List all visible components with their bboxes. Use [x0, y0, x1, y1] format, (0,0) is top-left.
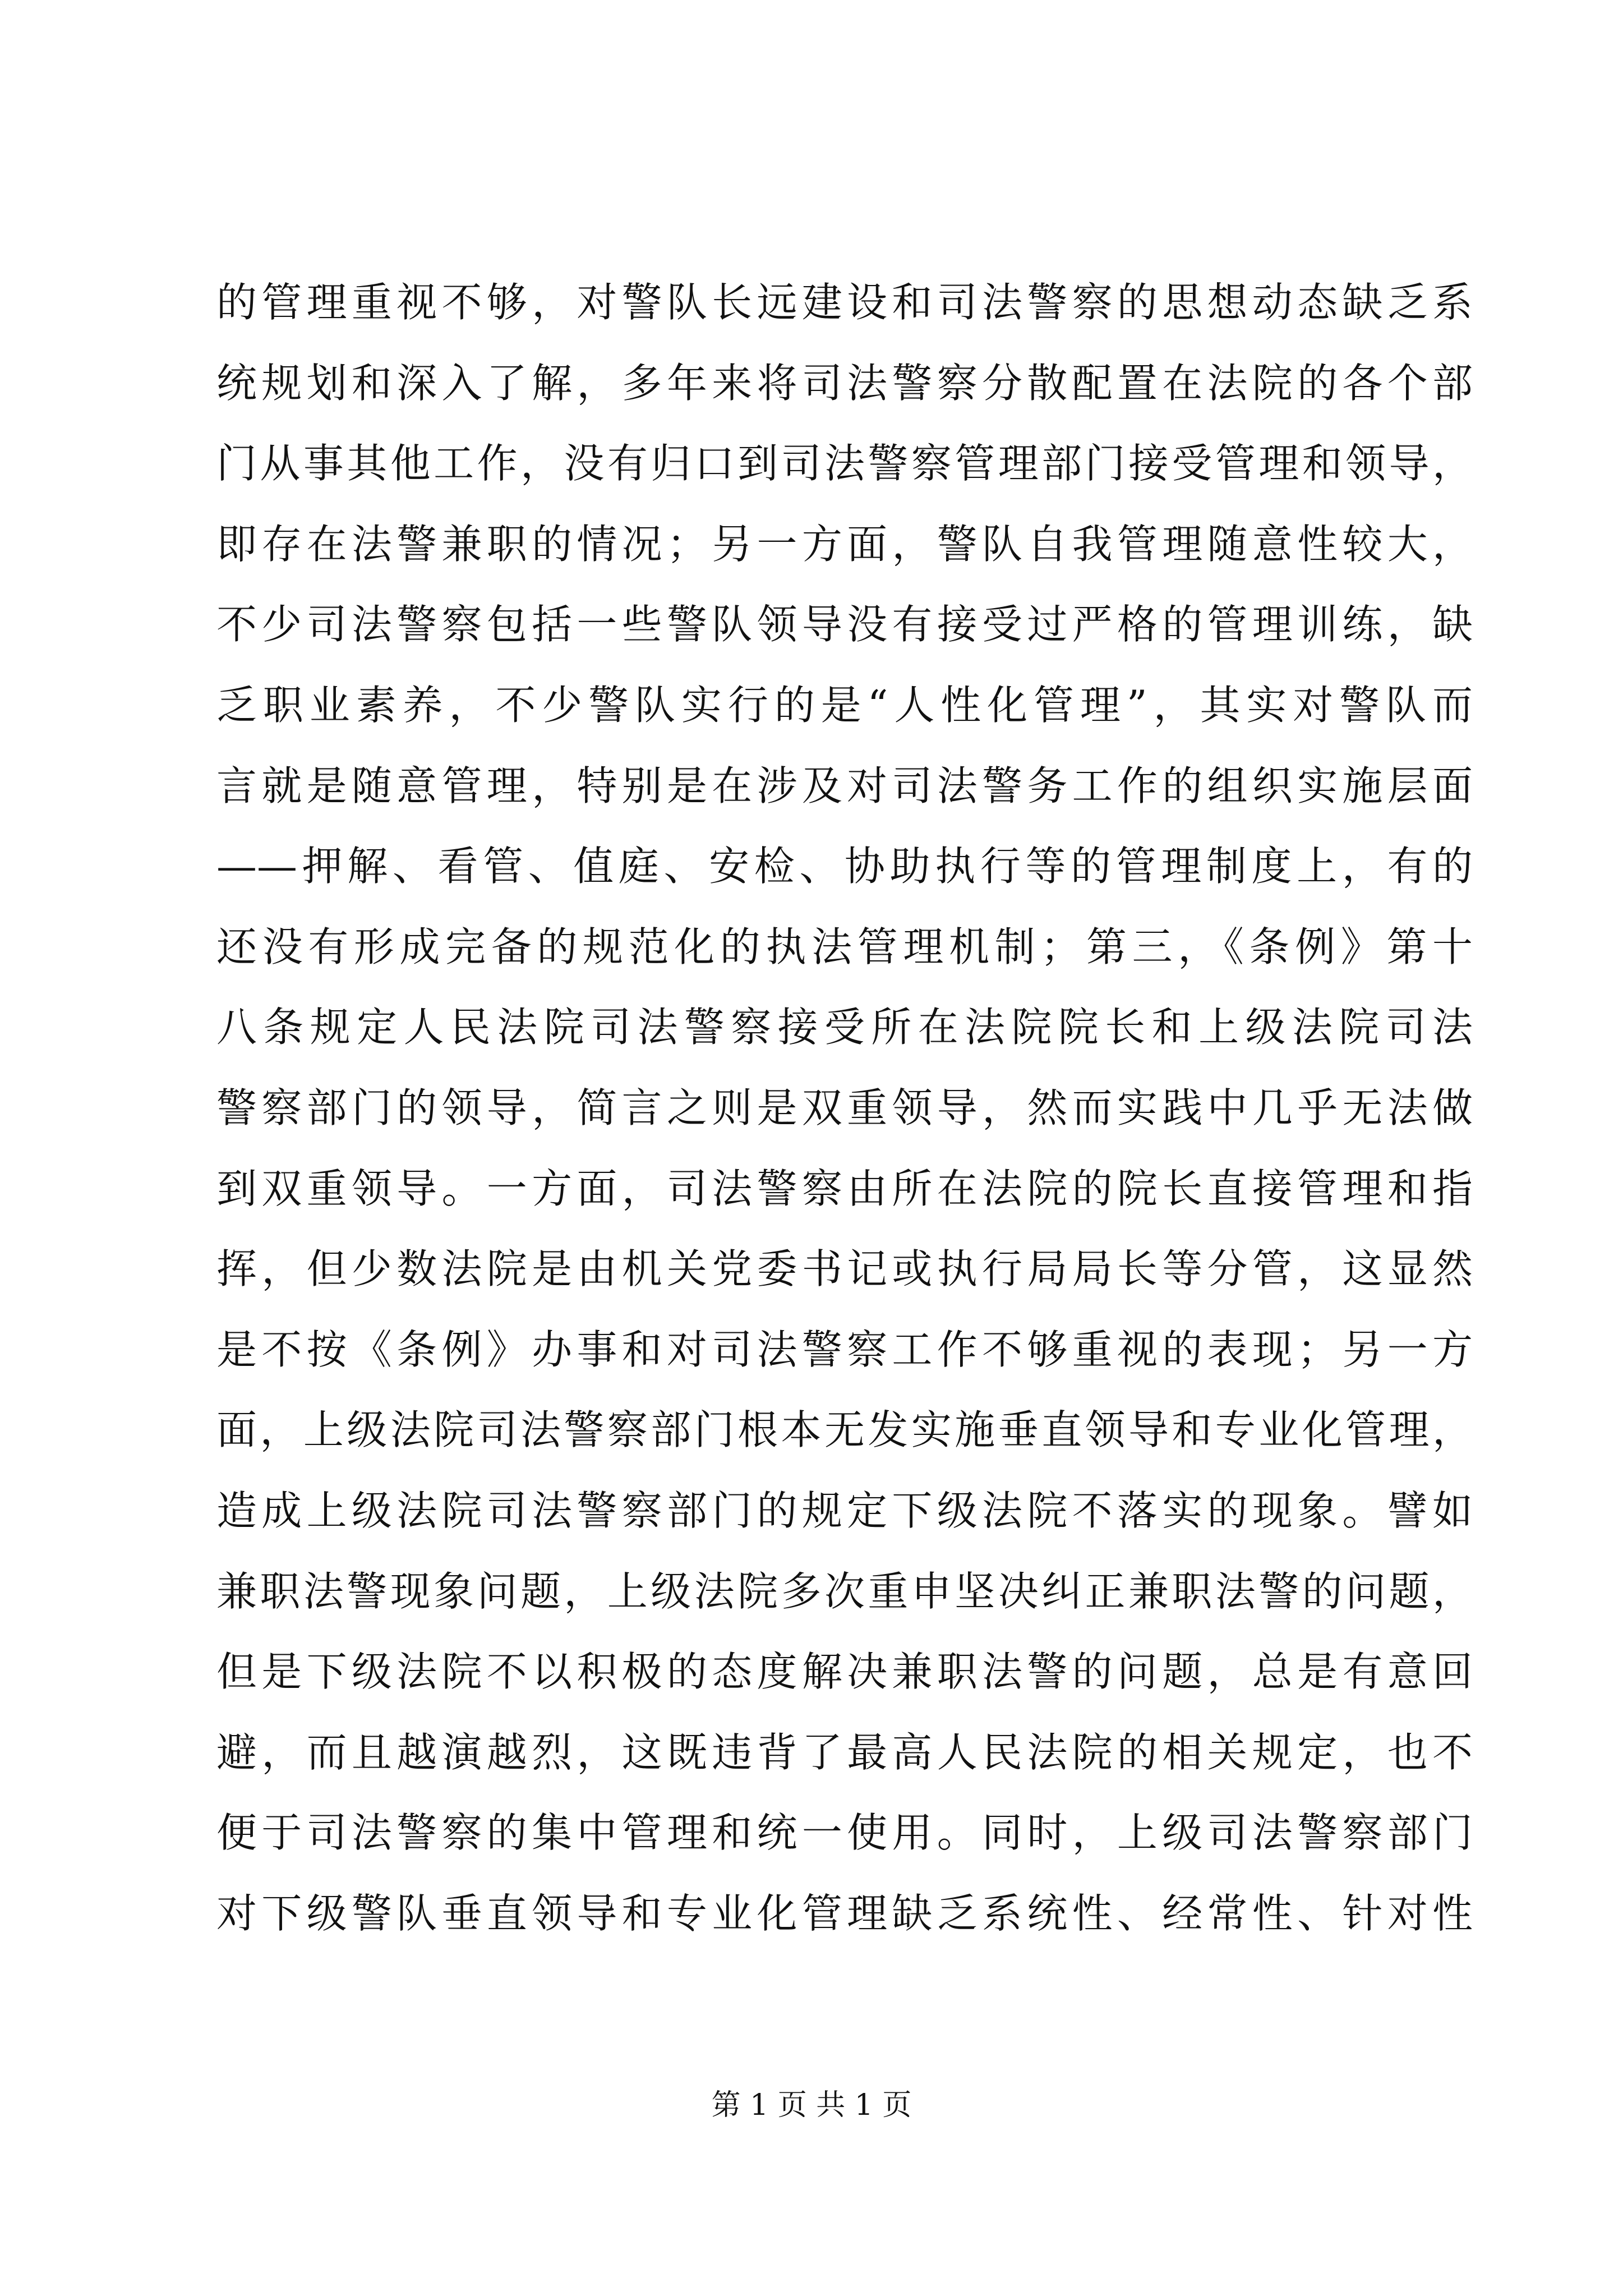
text-line: 造成上级法院司法警察部门的规定下级法院不落实的现象。譬如: [216, 1487, 1473, 1534]
text-line: 不少司法警察包括一些警队领导没有接受过严格的管理训练，缺: [216, 601, 1473, 648]
text-line: 便于司法警察的集中管理和统一使用。同时，上级司法警察部门: [216, 1809, 1473, 1857]
text-line: 警察部门的领导，简言之则是双重领导，然而实践中几乎无法做: [216, 1084, 1473, 1131]
text-line: 门从事其他工作，没有归口到司法警察管理部门接受管理和领导，: [216, 440, 1473, 487]
text-line: ——押解、看管、值庭、安检、协助执行等的管理制度上，有的: [216, 843, 1473, 890]
text-line: 面，上级法院司法警察部门根本无发实施垂直领导和专业化管理，: [216, 1406, 1473, 1454]
text-line: 但是下级法院不以积极的态度解决兼职法警的问题，总是有意回: [216, 1648, 1473, 1696]
text-line: 避，而且越演越烈，这既违背了最高人民法院的相关规定，也不: [216, 1728, 1473, 1776]
text-line: 言就是随意管理，特别是在涉及对司法警务工作的组织实施层面: [216, 762, 1473, 809]
text-line: 对下级警队垂直领导和专业化管理缺乏系统性、经常性、针对性: [216, 1889, 1473, 1937]
text-line: 的管理重视不够，对警队长远建设和司法警察的思想动态缺乏系: [216, 279, 1473, 326]
text-line: 八条规定人民法院司法警察接受所在法院院长和上级法院司法: [216, 1004, 1473, 1051]
page-footer: 第 1 页 共 1 页: [711, 2088, 912, 2122]
text-line: 乏职业素养，不少警队实行的是“人性化管理”，其实对警队而: [216, 681, 1473, 729]
text-line: 到双重领导。一方面，司法警察由所在法院的院长直接管理和指: [216, 1165, 1473, 1212]
text-line: 挥，但少数法院是由机关党委书记或执行局局长等分管，这显然: [216, 1245, 1473, 1293]
body-text: [216, 263, 1473, 1954]
text-line: 兼职法警现象问题，上级法院多次重申坚决纠正兼职法警的问题，: [216, 1567, 1473, 1615]
text-line: 统规划和深入了解，多年来将司法警察分散配置在法院的各个部: [216, 359, 1473, 407]
text-line: 是不按《条例》办事和对司法警察工作不够重视的表现；另一方: [216, 1326, 1473, 1373]
text-line: 即存在法警兼职的情况；另一方面，警队自我管理随意性较大，: [216, 520, 1473, 568]
text-line: 还没有形成完备的规范化的执法管理机制；第三，《条例》第十: [216, 923, 1473, 970]
